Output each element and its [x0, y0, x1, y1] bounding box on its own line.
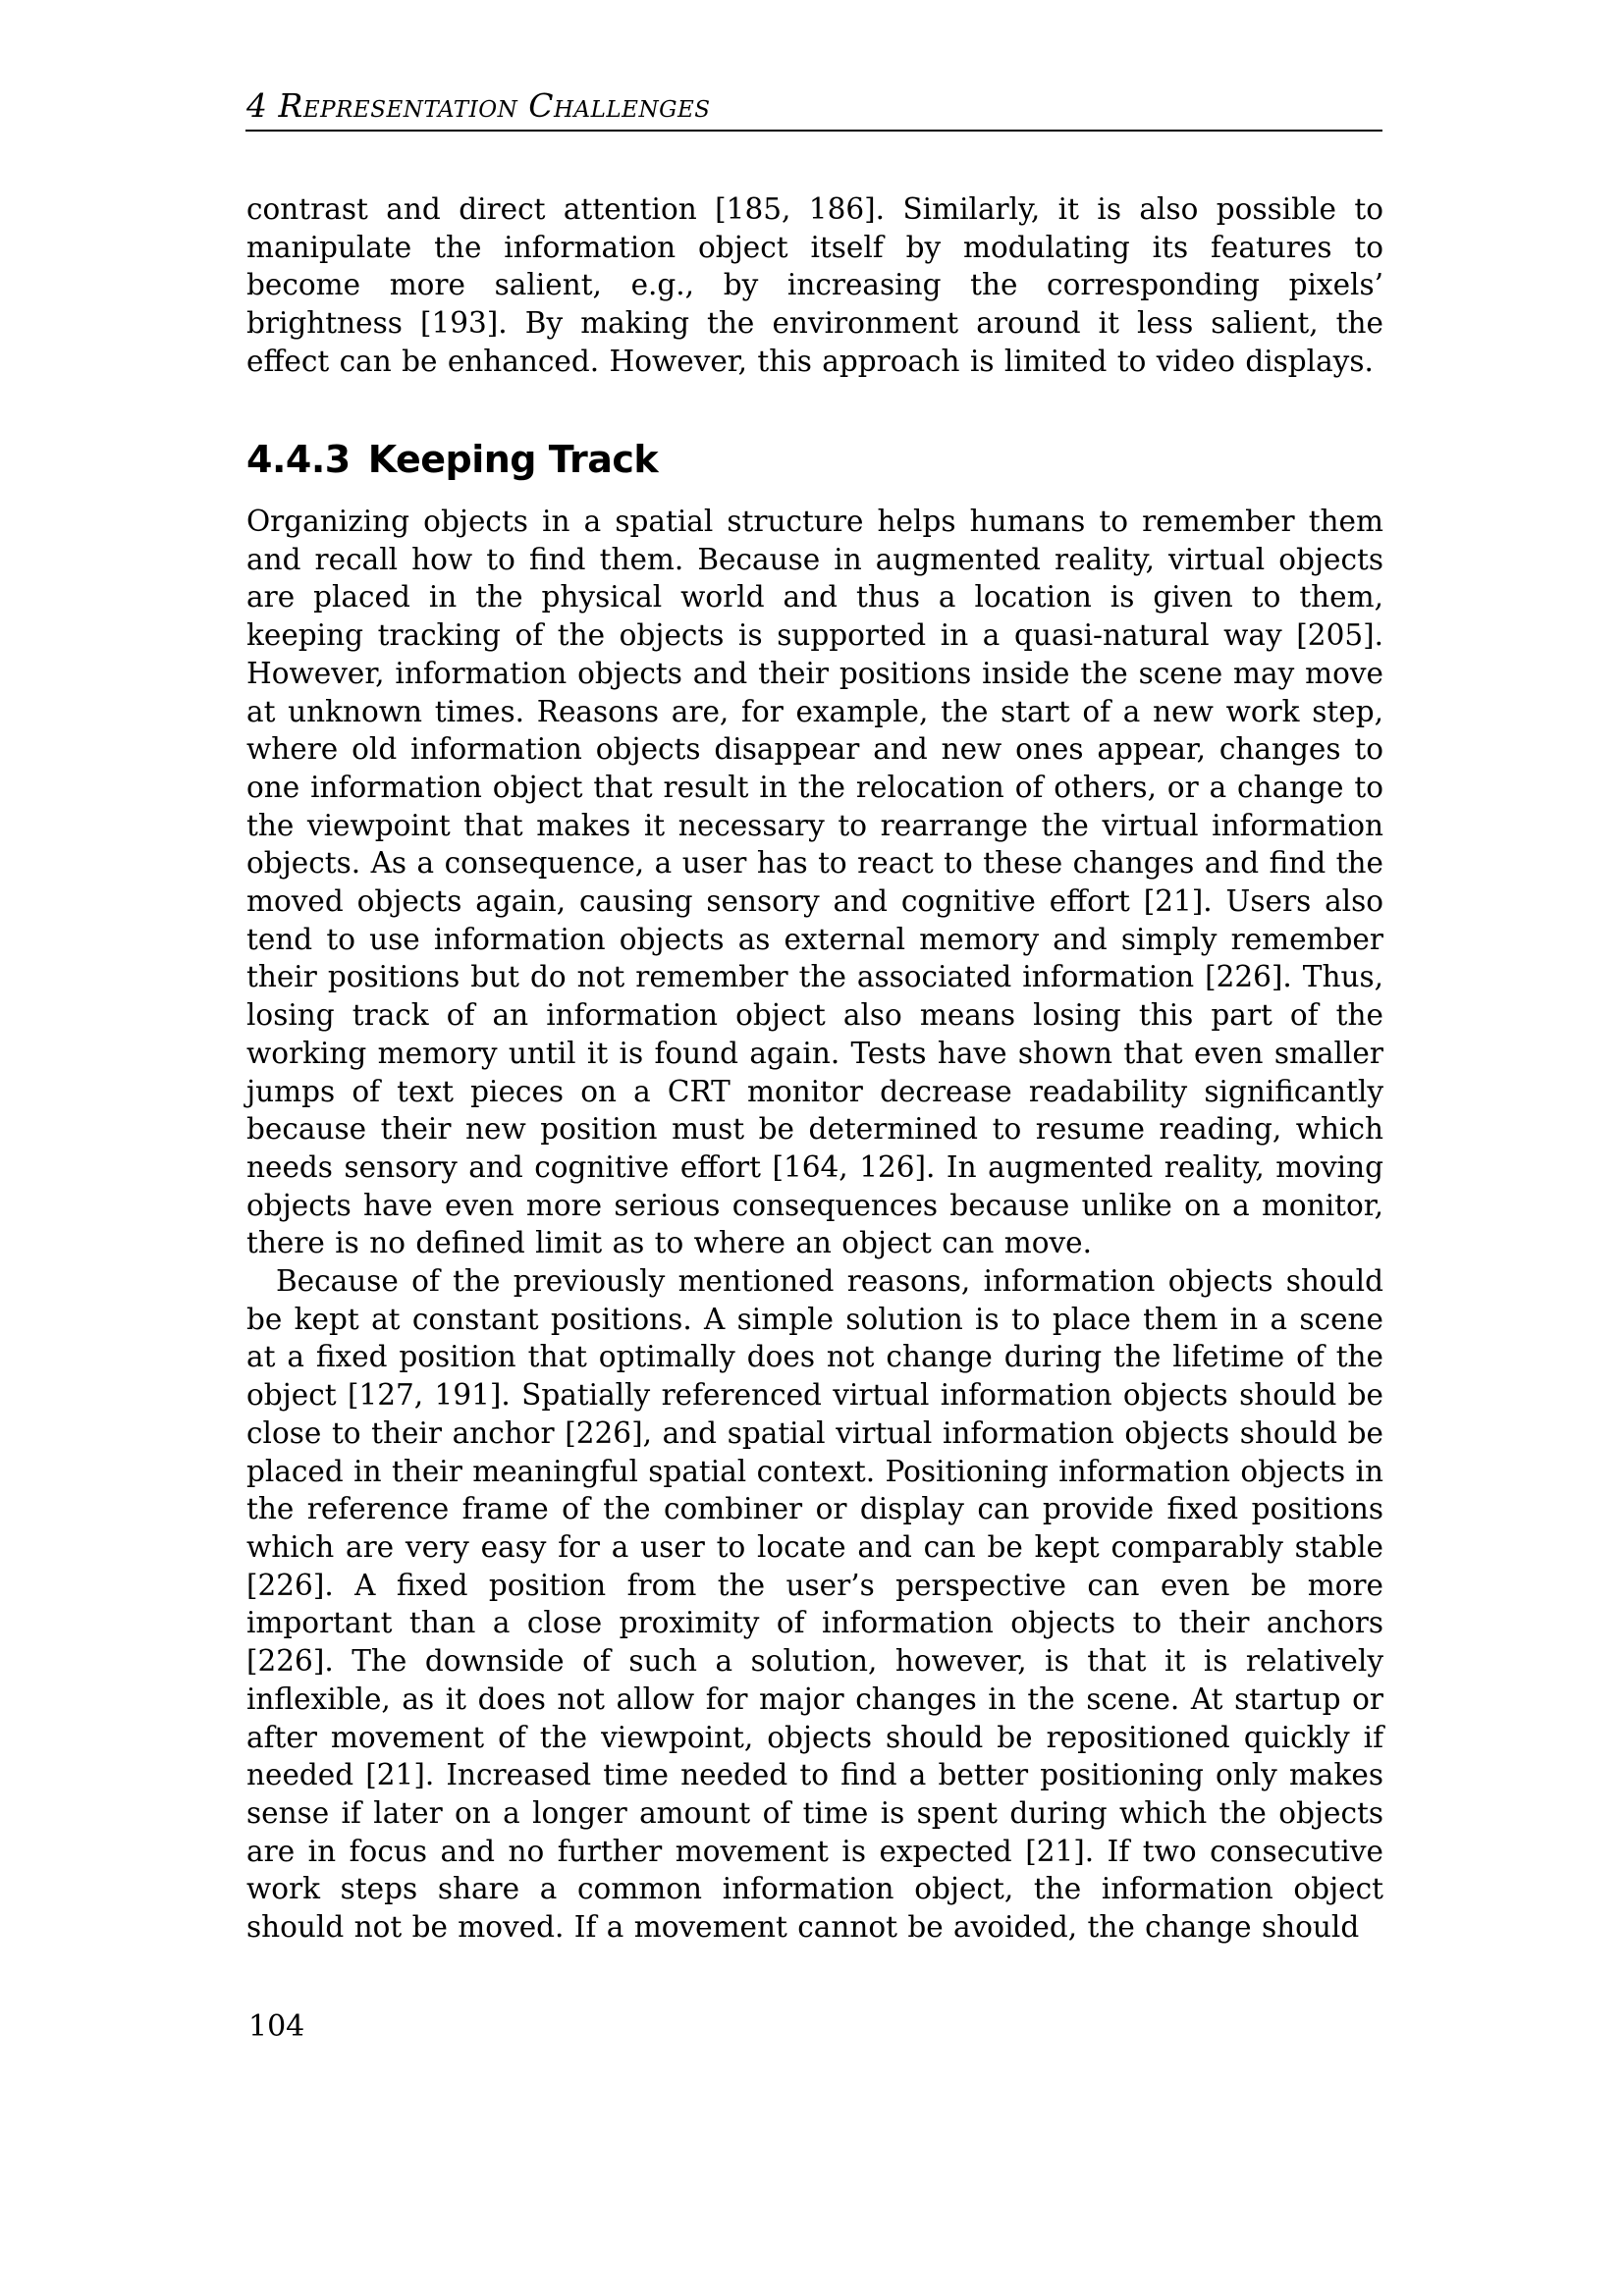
- section-number: 4.4.3: [246, 438, 351, 481]
- section-heading: [246, 438, 1383, 481]
- running-header: [246, 88, 1383, 124]
- paragraph-intro: contrast and direct attention [185, 186]. Similarly, it is also possible to manipulate the information object itself by modulating its features to become more salient, e.g., by increasing the corresponding pixels’ brightness [193]. By making the environment around it less salient, the effect can be enhanced. However, this approach is limited to video displays.: [246, 192, 1383, 378]
- page-number: 104: [248, 2009, 305, 2044]
- section-title: Keeping Track: [367, 438, 659, 481]
- paragraph-keeping-track-2: Because of the previously mentioned reasons, information objects should be kept at constant positions. A simple solution is to place them in a scene at a fixed position that optimally does not change during the lifetime of the object [127, 191]. Spatially referenced virtual information objects should be close to their anchor [226], and spatial virtual information objects should be placed in their meaningful spatial context. Positioning information objects in the reference frame of the combiner or display can provide fixed positions which are very easy for a user to locate and can be kept comparably stable [226]. A fixed position from the user’s perspective can even be more important than a close proximity of information objects to their anchors [226]. The downside of such a solution, however, is that it is relatively inflexible, as it does not allow for major changes in the scene. At startup or after movement of the viewpoint, objects should be repositioned quickly if needed [21]. Increased time needed to find a better positioning only makes sense if later on a longer amount of time is spent during which the objects are in focus and no further movement is expected [21]. If two consecutive work steps share a common information object, the information object should not be moved. If a movement cannot be avoided, the change should: [246, 1264, 1383, 1945]
- running-header-title: 4 Representation Challenges: [246, 86, 711, 125]
- header-rule: [245, 130, 1382, 132]
- paragraph-keeping-track-1: Organizing objects in a spatial structure helps humans to remember them and recall how to find them. Because in augmented reality, virtual objects are placed in the physical world and thus a location is given to them, keeping tracking of the objects is supported in a quasi-natural way [205]. However, information objects and their positions inside the scene may move at unknown times. Reasons are, for example, the start of a new work step, where old information objects disappear and new ones appear, changes to one information object that result in the relocation of others, or a change to the viewpoint that makes it necessary to rearrange the virtual information objects. As a consequence, a user has to react to these changes and find the moved objects again, causing sensory and cognitive effort [21]. Users also tend to use information objects as external memory and simply remember their positions but do not remember the associated information [226]. Thus, losing track of an information object also means losing this part of the working memory until it is found again. Tests have shown that even smaller jumps of text pieces on a CRT monitor decrease readability significantly because their new position must be determined to resume reading, which needs sensory and cognitive effort [164, 126]. In augmented reality, moving objects have even more serious consequences because unlike on a monitor, there is no defined limit as to where an object can move.: [246, 505, 1383, 1260]
- section-body: [246, 503, 1383, 1947]
